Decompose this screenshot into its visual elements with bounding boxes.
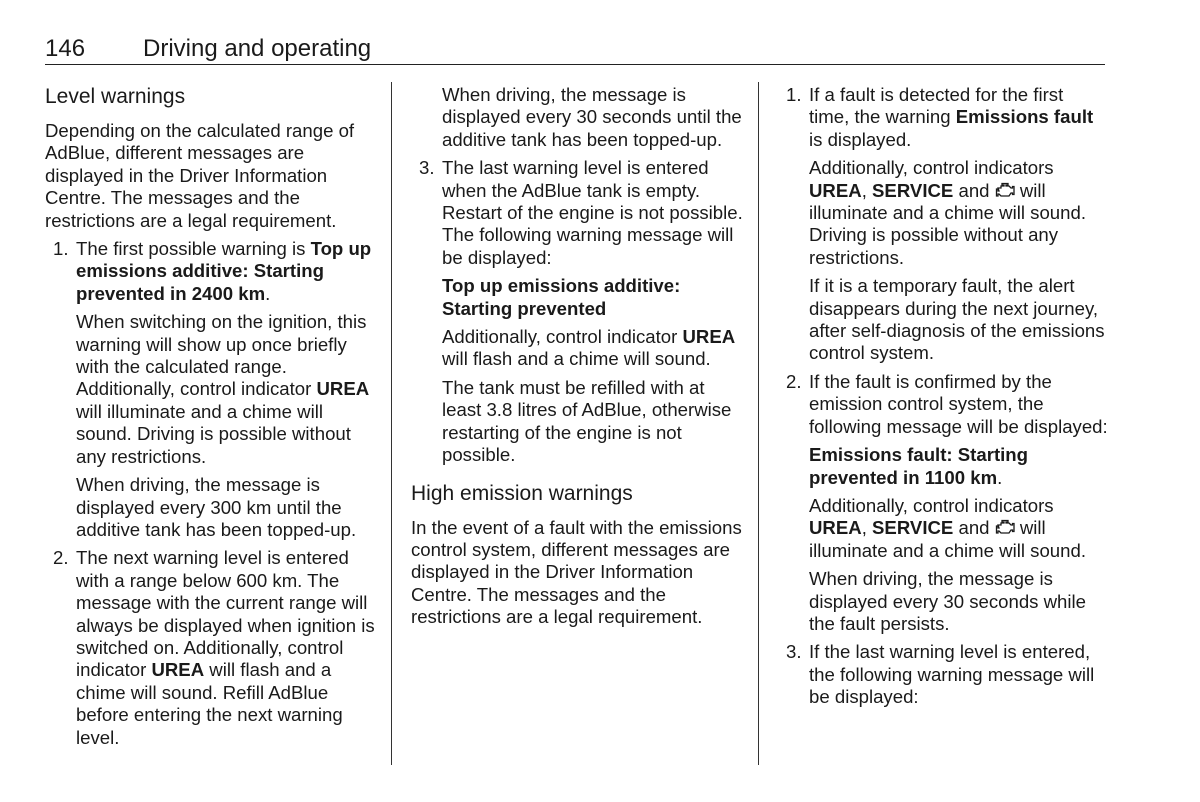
heading-level-warnings: Level warnings — [45, 85, 186, 108]
list-item: 3. If the last warning level is entered, the following warning message will be displayed: — [786, 641, 1095, 708]
item-number: 2. — [786, 370, 802, 392]
item-number: 1. — [53, 238, 69, 260]
item-number: 3. — [419, 157, 435, 179]
engine-check-icon — [995, 519, 1015, 537]
page-header — [45, 34, 1105, 65]
item-number: 3. — [786, 641, 802, 663]
column-divider-2 — [758, 82, 759, 765]
item-number: 1. — [786, 84, 802, 105]
list-item: 2. If the fault is confirmed by the emission control system, the following message will be displayed: Emissions fault: Starting prevented in 1100 km. Additionally, control indicators UREA, SERVICE and will illuminate and a chime will sound. When driving, the message is displayed every 30 seconds while the fault persists. — [786, 370, 1108, 634]
list-item: 1. The first possible warning is Top up emissions additive: Starting prevented in 2400 km. When switching on the ignition, this warning will show up once briefly with the calculated range. Additionally, control indicator UREA will illuminate and a chime will sound. Driving is possible without any restrictions. When driving, the message is displayed every 300 km until the additive tank has been topped-up. — [53, 238, 372, 540]
column-3 — [786, 84, 1108, 715]
column-divider-1 — [391, 82, 392, 765]
column-2 — [411, 84, 746, 635]
warning-message: Emissions fault: Starting prevented in 1100 km — [809, 444, 1029, 488]
column-1 — [45, 84, 377, 755]
list-item: 1. If a fault is detected for the first time, the warning Emissions fault is displayed. Additionally, control indicators UREA, SERVICE and will illuminate and a chime will sound. Driving is possible without any restrictions. If it is a temporary fault, the alert disappears during the next journey, after self-diagnosis of the emissions control system. — [786, 84, 1105, 364]
page-number: 146 — [45, 35, 86, 62]
list-item-continuation: When driving, the message is displayed every 30 seconds until the additive tank has been topped-up. — [442, 84, 742, 150]
warning-message: Top up emissions additive: Starting prevented — [442, 275, 681, 319]
heading-high-emission-warnings: High emission warnings — [411, 481, 633, 505]
item-number: 2. — [53, 547, 69, 569]
list-item: 2. The next warning level is entered with a range below 600 km. The message with the current range will always be displayed when ignition is switched on. Additionally, control indicator UREA will flash and a chime will sound. Refill AdBlue before entering the next warning level. — [53, 547, 375, 748]
list-item: 3. The last warning level is entered when the AdBlue tank is empty. Restart of the engine is not possible. The following warning message will be displayed: Top up emissions additive: Starting prevented Additionally, control indicator UREA will flash and a chime will sound. The tank must be refilled with at least 3.8 litres of AdBlue, otherwise restarting of the engine is not possible. — [419, 157, 743, 466]
engine-check-icon — [995, 182, 1015, 200]
section-title: Driving and operating — [143, 35, 372, 62]
level-warnings-intro: Depending on the calculated range of AdBlue, different messages are displayed in the Driver Information Centre. The messages and the restrictions are a legal requirement. — [45, 120, 355, 231]
high-emission-intro: In the event of a fault with the emissions control system, different messages are displayed in the Driver Information Centre. The messages and the restrictions are a legal requirement. — [411, 516, 742, 628]
